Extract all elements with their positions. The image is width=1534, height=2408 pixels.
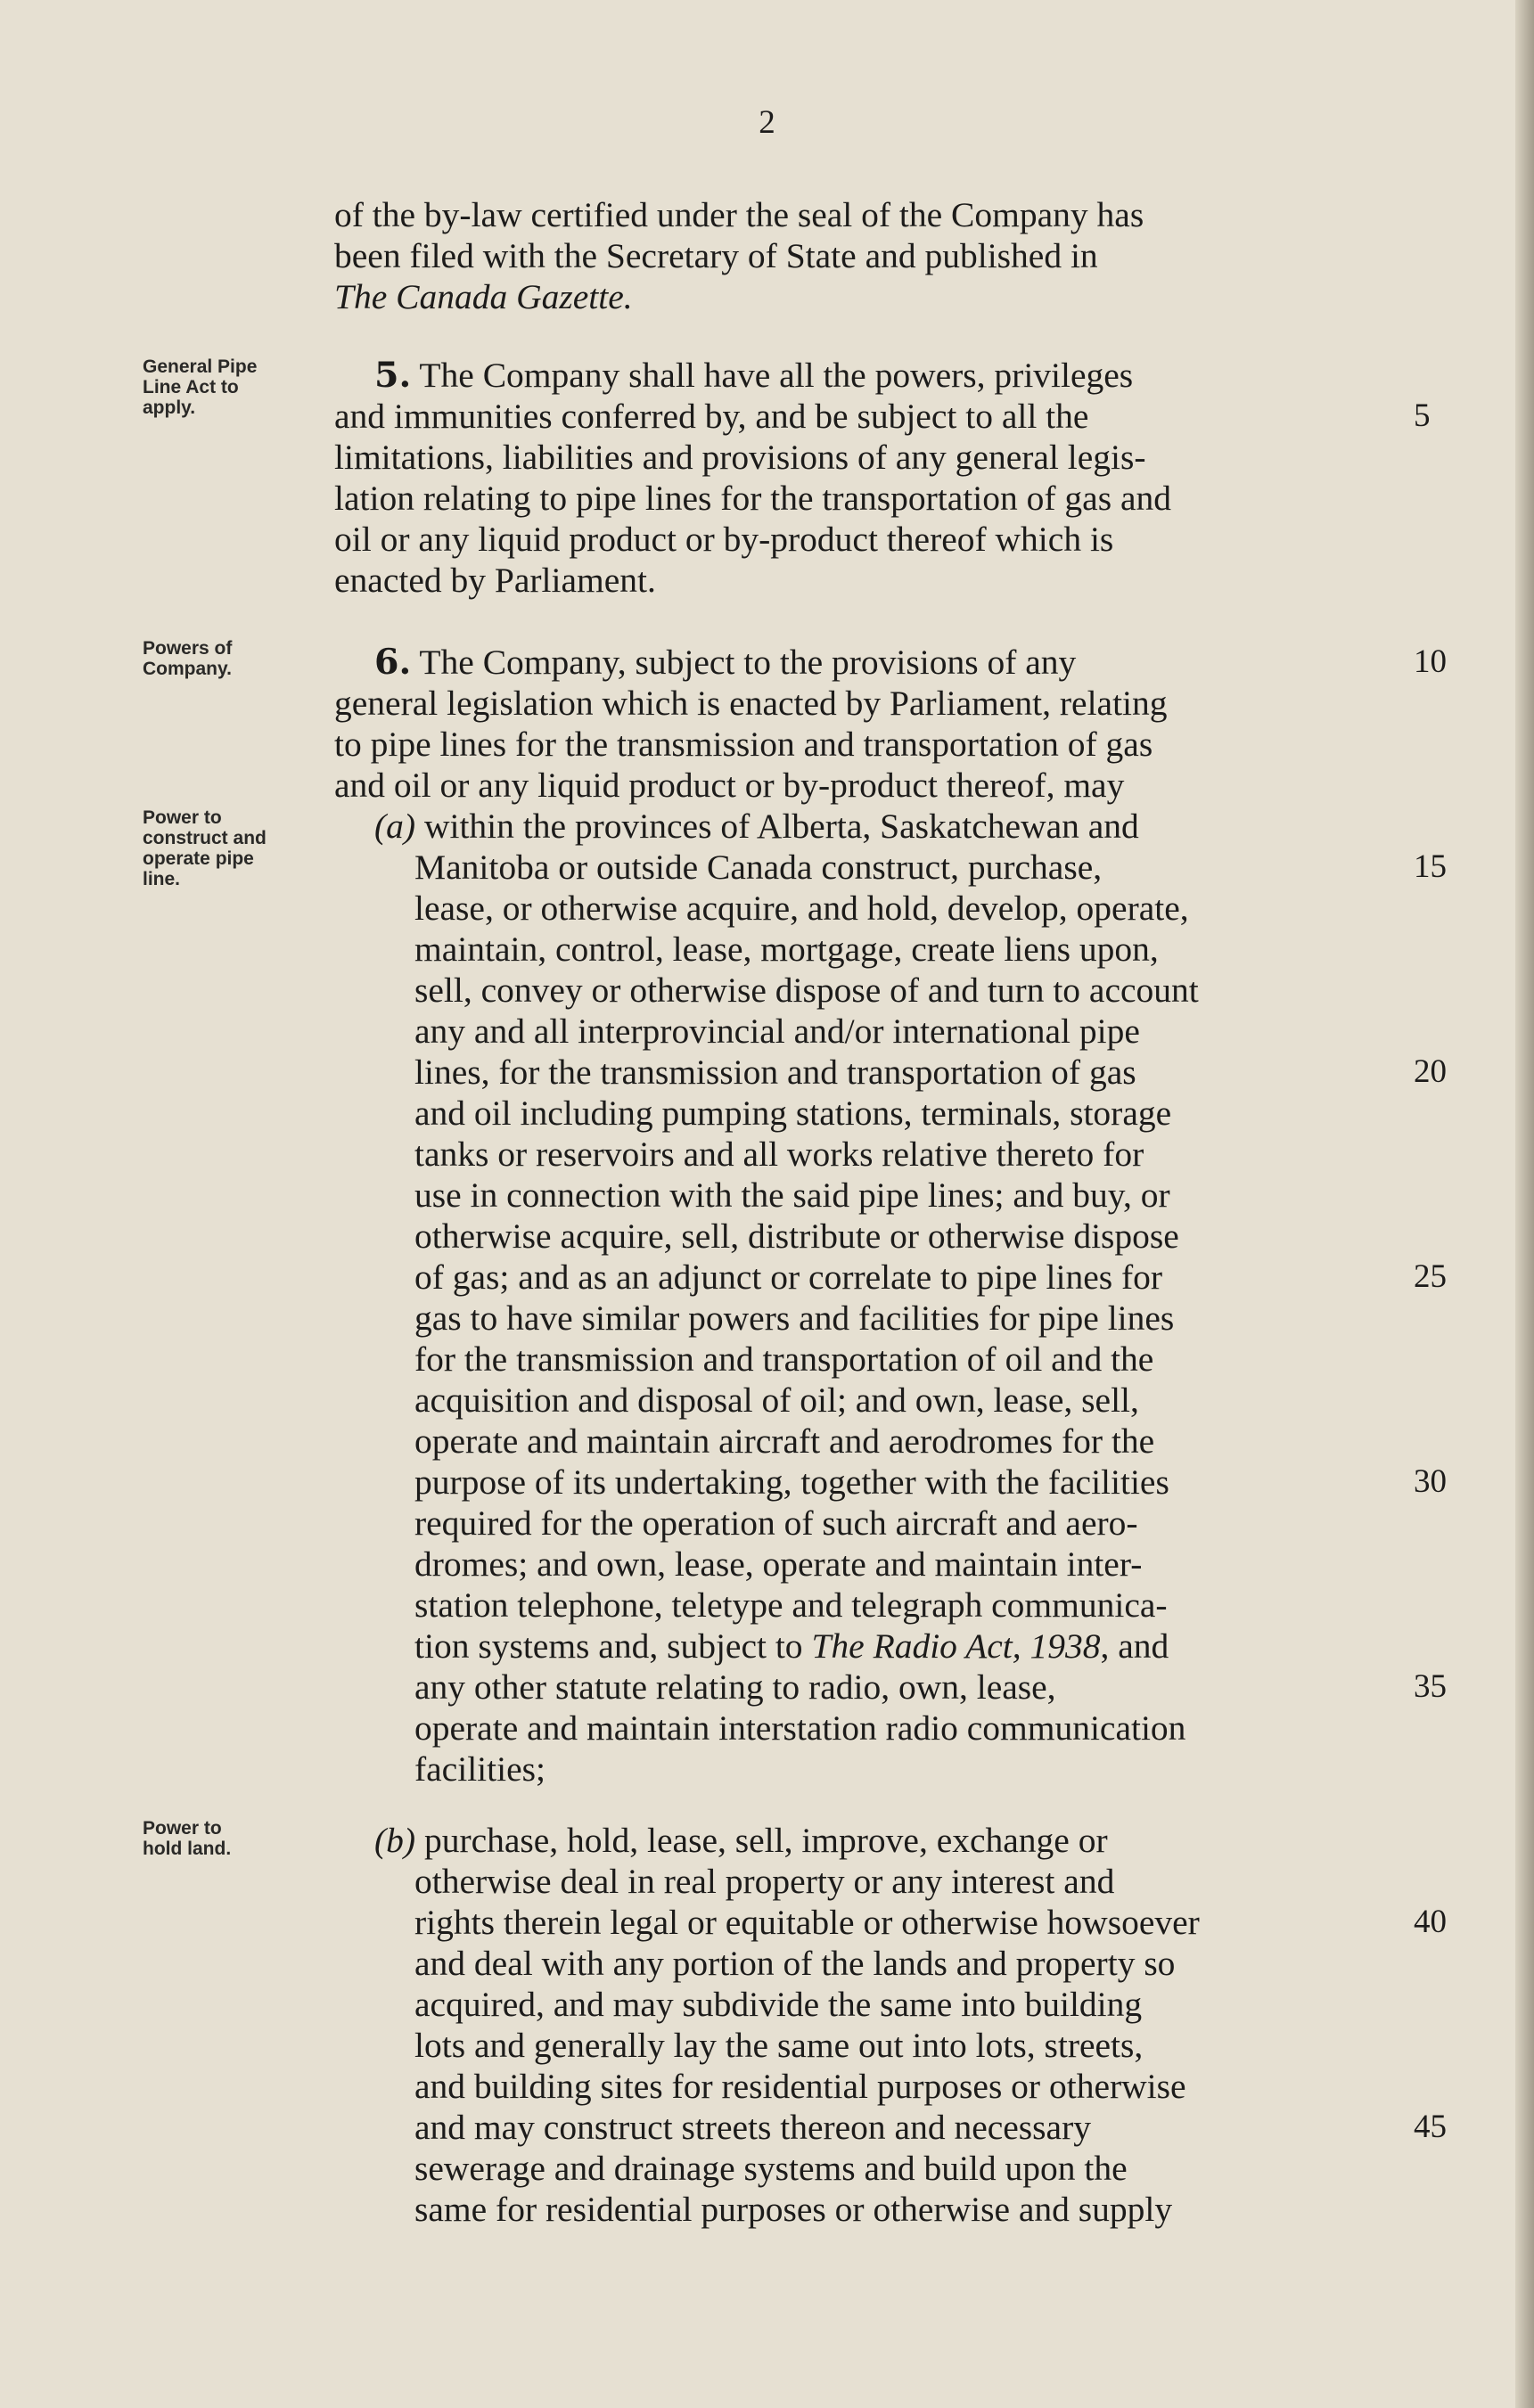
side-note-line: operate pipe	[143, 848, 254, 869]
text-line: within the provinces of Alberta, Saskatchewan and	[423, 807, 1139, 846]
side-note-line: construct and	[143, 828, 267, 848]
line-number: 15	[1414, 848, 1447, 885]
text-line: tanks or reservoirs and all works relative thereto for	[414, 1134, 1144, 1174]
line-number: 5	[1414, 397, 1431, 434]
text-line: lease, or otherwise acquire, and hold, develop, operate,	[414, 889, 1189, 928]
side-note-line: Powers of	[143, 638, 233, 659]
paragraph-label: (b)	[374, 1821, 416, 1860]
line-number: 20	[1414, 1053, 1447, 1090]
text-line: station telephone, teletype and telegraph communica-	[414, 1585, 1168, 1625]
text-line: otherwise acquire, sell, distribute or otherwise dispose	[414, 1216, 1179, 1256]
text-line: purchase, hold, lease, sell, improve, exchange or	[423, 1821, 1108, 1860]
side-note-line: line.	[143, 869, 181, 889]
section-number: 6.	[374, 642, 412, 683]
text-run: , and	[1100, 1626, 1169, 1666]
text-line: The Company, subject to the provisions of any	[419, 643, 1077, 682]
side-note-line: Power to	[143, 807, 222, 828]
text-line: operate and maintain aircraft and aerodromes for the	[414, 1421, 1155, 1461]
text-line: and building sites for residential purposes or otherwise	[414, 2067, 1186, 2106]
text-line: and oil or any liquid product or by-product thereof, may	[334, 766, 1125, 805]
text-line: and immunities conferred by, and be subject to all the	[334, 397, 1089, 436]
text-line: for the transmission and transportation of oil and the	[414, 1339, 1154, 1379]
text-line: same for residential purposes or otherwise and supply	[414, 2190, 1173, 2229]
text-line: of the by-law certified under the seal of the Company has	[334, 195, 1144, 234]
text-line: general legislation which is enacted by Parliament, relating	[334, 684, 1168, 723]
line-number: 35	[1414, 1668, 1447, 1705]
text-line: been filed with the Secretary of State and published in	[334, 236, 1098, 275]
side-note-general-pipe-line-act	[143, 356, 330, 418]
text-line: any other statute relating to radio, own, lease,	[414, 1667, 1056, 1707]
text-line: use in connection with the said pipe lines; and buy, or	[414, 1175, 1170, 1215]
side-note-powers-of-company	[143, 638, 330, 679]
text-line: acquisition and disposal of oil; and own, lease, sell,	[414, 1380, 1139, 1420]
text-line: rights therein legal or equitable or otherwise howsoever	[414, 1903, 1200, 1942]
section-number: 5.	[374, 355, 412, 396]
side-note-line: hold land.	[143, 1839, 232, 1859]
text-line: maintain, control, lease, mortgage, create liens upon,	[414, 930, 1159, 969]
side-note-line: apply.	[143, 397, 196, 418]
paragraph-label: (a)	[374, 807, 416, 846]
text-line: lation relating to pipe lines for the transportation of gas and	[334, 479, 1171, 518]
section-6-first-line	[374, 642, 1076, 683]
page-edge-shadow	[1515, 0, 1534, 2408]
text-line: The Company shall have all the powers, privileges	[419, 356, 1134, 395]
side-note-power-to-construct	[143, 807, 330, 889]
text-run: tion systems and, subject to	[414, 1626, 812, 1666]
page-number: 2	[759, 104, 775, 141]
line-number: 45	[1414, 2109, 1447, 2145]
line-number: 40	[1414, 1904, 1447, 1940]
text-line: oil or any liquid product or by-product thereof which is	[334, 520, 1114, 559]
text-line: purpose of its undertaking, together with the facilities	[414, 1462, 1169, 1502]
side-note-line: Company.	[143, 659, 232, 679]
text-line: gas to have similar powers and facilities for pipe lines	[414, 1298, 1175, 1338]
line-number: 10	[1414, 643, 1447, 680]
section-5-first-line	[374, 355, 1133, 396]
line-number: 25	[1414, 1258, 1447, 1295]
side-note-line: Line Act to	[143, 377, 239, 397]
text-line: limitations, liabilities and provisions of any general legis-	[334, 438, 1146, 477]
text-line: facilities;	[414, 1749, 546, 1789]
text-line: any and all interprovincial and/or international pipe	[414, 1012, 1140, 1051]
radio-act-citation: The Radio Act, 1938	[811, 1626, 1101, 1666]
text-line: otherwise deal in real property or any interest and	[414, 1862, 1115, 1901]
text-line: required for the operation of such aircraft and aero-	[414, 1503, 1138, 1543]
text-line: of gas; and as an adjunct or correlate to pipe lines for	[414, 1257, 1163, 1297]
line-number: 30	[1414, 1463, 1447, 1500]
side-note-line: General Pipe	[143, 356, 258, 377]
side-note-line: Power to	[143, 1818, 222, 1839]
text-line: operate and maintain interstation radio communication	[414, 1708, 1186, 1748]
text-line: and deal with any portion of the lands and property so	[414, 1944, 1176, 1983]
text-line: dromes; and own, lease, operate and maintain inter-	[414, 1544, 1143, 1584]
side-note-power-to-hold-land	[143, 1818, 330, 1859]
radio-act-line	[414, 1626, 1169, 1667]
text-line: lots and generally lay the same out into lots, streets,	[414, 2026, 1144, 2065]
text-line: Manitoba or outside Canada construct, purchase,	[414, 848, 1103, 887]
text-line: and may construct streets thereon and necessary	[414, 2108, 1091, 2147]
text-line: sell, convey or otherwise dispose of and turn to account	[414, 971, 1199, 1010]
text-line: acquired, and may subdivide the same into building	[414, 1985, 1143, 2024]
text-line: to pipe lines for the transmission and transportation of gas	[334, 725, 1153, 764]
text-line: sewerage and drainage systems and build upon the	[414, 2149, 1128, 2188]
paragraph-a-first-line	[374, 806, 1139, 847]
gazette-title: The Canada Gazette.	[334, 277, 633, 316]
text-line: lines, for the transmission and transportation of gas	[414, 1052, 1136, 1092]
paragraph-b-first-line	[374, 1820, 1108, 1861]
text-line: enacted by Parliament.	[334, 561, 656, 600]
text-line: and oil including pumping stations, terminals, storage	[414, 1093, 1172, 1133]
